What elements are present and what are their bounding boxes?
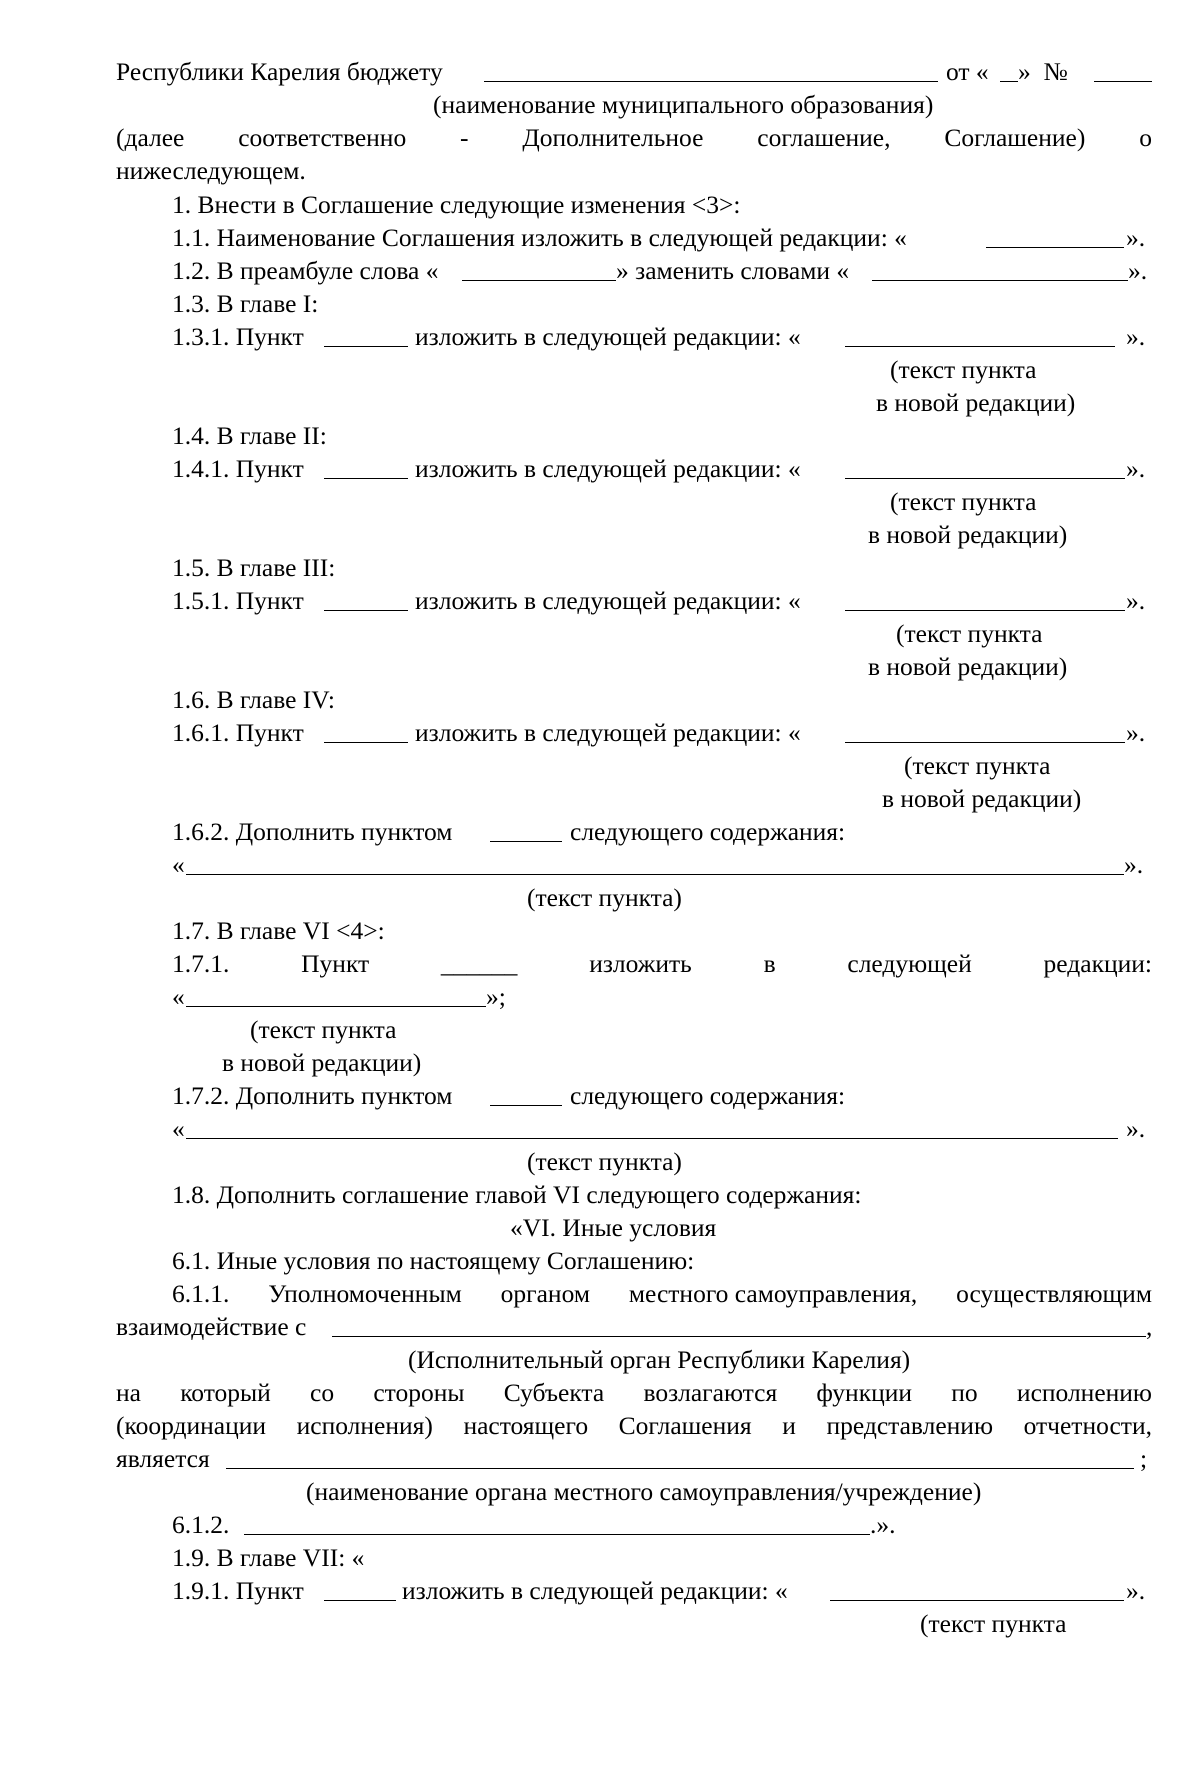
- item-1-3-1-text: 1.3.1. Пункт: [172, 322, 304, 351]
- item-1-9-1-text: 1.9.1. Пункт: [172, 1576, 304, 1605]
- text-line: [0, 1574, 1200, 1607]
- word: соответственно: [238, 123, 407, 152]
- caption-line: [0, 1343, 1200, 1376]
- item-text-blank: [186, 1112, 1118, 1139]
- replacement-blank: [872, 254, 1128, 281]
- word: редакции:: [1043, 949, 1152, 978]
- closing-quote: .».: [870, 1510, 896, 1539]
- caption-text: (текст пункта): [527, 883, 682, 912]
- interaction-text: взаимодействие с: [116, 1312, 307, 1341]
- word: на: [116, 1378, 141, 1407]
- caption-line: [0, 749, 1200, 782]
- opening-quote: «: [172, 850, 185, 879]
- number-label: » №: [1018, 57, 1068, 86]
- new-text-blank: [830, 1574, 1124, 1601]
- justified-words: [172, 947, 1152, 980]
- text-line: [0, 980, 1200, 1013]
- text-line: [0, 1541, 1200, 1574]
- word: 1.7.1.: [172, 949, 230, 978]
- new-text-blank: [845, 452, 1125, 479]
- caption-text: в новой редакции): [868, 520, 1068, 549]
- word: представлению: [826, 1411, 994, 1440]
- text-line: [0, 221, 1200, 254]
- closing-quote: ».: [1126, 454, 1146, 483]
- text-line: [0, 419, 1200, 452]
- caption-line: [0, 518, 1200, 551]
- word: исполнения): [296, 1411, 433, 1440]
- text-line: [0, 815, 1200, 848]
- opening-quote: «: [172, 1114, 185, 1143]
- word: Соглашения: [618, 1411, 752, 1440]
- word: по: [951, 1378, 978, 1407]
- item-1-5-text: 1.5. В главе III:: [172, 553, 336, 582]
- caption-text: в новой редакции): [868, 652, 1068, 681]
- paragraph-text: нижеследующем.: [116, 156, 306, 185]
- caption-line: [0, 485, 1200, 518]
- item-1-7-text: 1.7. В главе VI <4>:: [172, 916, 385, 945]
- word: о: [1139, 123, 1152, 152]
- item-number-blank: [324, 1574, 396, 1601]
- word: в: [763, 949, 776, 978]
- word: местного самоуправления,: [628, 1279, 918, 1308]
- text-line: [0, 154, 1200, 187]
- word: соглашение,: [757, 123, 891, 152]
- word: изложить: [589, 949, 692, 978]
- new-text-blank: [186, 980, 486, 1007]
- new-text-blank: [845, 716, 1125, 743]
- edit-text: изложить в следующей редакции: «: [415, 454, 801, 483]
- item-1-4-text: 1.4. В главе II:: [172, 421, 327, 450]
- item-6-1-text: 6.1. Иные условия по настоящему Соглашению:: [172, 1246, 695, 1275]
- text-line: [0, 716, 1200, 749]
- caption-line: [0, 617, 1200, 650]
- justified-line: [0, 1277, 1200, 1310]
- caption-text: (текст пункта: [250, 1015, 397, 1044]
- content-text: следующего содержания:: [570, 1081, 846, 1110]
- text-line: [0, 914, 1200, 947]
- justified-words: [172, 1277, 1152, 1310]
- executive-body-blank: [332, 1310, 1146, 1337]
- semicolon: ;: [1140, 1444, 1148, 1473]
- caption-text: в новой редакции): [876, 388, 1076, 417]
- closing-quote: ».: [1126, 1114, 1146, 1143]
- text-line: [0, 254, 1200, 287]
- justified-words: [116, 1409, 1152, 1442]
- word: Соглашение): [944, 123, 1086, 152]
- text-line: [0, 1079, 1200, 1112]
- date-blank: [1000, 55, 1018, 82]
- item-1-text: 1. Внести в Соглашение следующие изменения <3>:: [172, 190, 741, 219]
- item-number-blank: [490, 815, 562, 842]
- word: стороны: [373, 1378, 465, 1407]
- local-authority-blank: [226, 1442, 1134, 1469]
- item-1-5-1-text: 1.5.1. Пункт: [172, 586, 304, 615]
- caption-line: [0, 1607, 1200, 1640]
- caption-text: (текст пункта: [896, 619, 1043, 648]
- word: исполнению: [1016, 1378, 1152, 1407]
- caption-municipality: [0, 88, 1200, 121]
- edit-text: изложить в следующей редакции: «: [415, 586, 801, 615]
- text-line: [0, 1310, 1200, 1343]
- item-1-8-text: 1.8. Дополнить соглашение главой VI следующего содержания:: [172, 1180, 862, 1209]
- text-line: [0, 452, 1200, 485]
- recipient-label: Республики Карелия бюджету: [116, 57, 443, 86]
- caption-text: (текст пункта: [890, 355, 1037, 384]
- word: осуществляющим: [956, 1279, 1152, 1308]
- text-line: [0, 1508, 1200, 1541]
- item-6-1-2-text: 6.1.2.: [172, 1510, 230, 1539]
- closing-quote: ».: [1126, 1576, 1146, 1605]
- text-line: [0, 287, 1200, 320]
- justified-words: [116, 121, 1152, 154]
- caption-text: (текст пункта: [890, 487, 1037, 516]
- text-line: [0, 683, 1200, 716]
- closing-quote: ».: [1128, 256, 1148, 285]
- item-1-2-text: 1.2. В преамбуле слова «: [172, 256, 439, 285]
- header-line: [0, 55, 1200, 88]
- justified-words: [116, 1376, 1152, 1409]
- name-blank: [986, 221, 1124, 248]
- closing-quote: ».: [1126, 223, 1146, 252]
- edit-text: изложить в следующей редакции: «: [402, 1576, 788, 1605]
- item-text-blank: [186, 848, 1124, 875]
- caption-text: (Исполнительный орган Республики Карелия): [408, 1345, 911, 1374]
- word: органом: [500, 1279, 590, 1308]
- closing-quote: ».: [1126, 718, 1146, 747]
- caption-line: [0, 782, 1200, 815]
- word: который: [180, 1378, 271, 1407]
- edit-text: изложить в следующей редакции: «: [415, 718, 801, 747]
- text-line: [0, 848, 1200, 881]
- item-number-blank: [324, 584, 408, 611]
- caption-line: [0, 386, 1200, 419]
- item-1-6-1-text: 1.6.1. Пункт: [172, 718, 304, 747]
- caption-text: (текст пункта: [904, 751, 1051, 780]
- word: Пункт: [301, 949, 370, 978]
- replace-text: » заменить словами «: [616, 256, 850, 285]
- caption-line: [0, 881, 1200, 914]
- opening-quote: «: [172, 982, 185, 1011]
- text-line: [0, 551, 1200, 584]
- justified-line: [0, 1409, 1200, 1442]
- word: следующей: [847, 949, 972, 978]
- word: функции: [816, 1378, 913, 1407]
- word: 6.1.1.: [172, 1279, 230, 1308]
- municipality-blank: [484, 55, 938, 82]
- word: возлагаются: [643, 1378, 778, 1407]
- item-1-9-text: 1.9. В главе VII: «: [172, 1543, 365, 1572]
- caption-line: [0, 1475, 1200, 1508]
- new-text-blank: [845, 320, 1115, 347]
- word: (координации: [116, 1411, 267, 1440]
- text-line: [0, 1112, 1200, 1145]
- item-number-blank: [490, 1079, 562, 1106]
- item-1-3-text: 1.3. В главе I:: [172, 289, 319, 318]
- closing-quote: ».: [1124, 850, 1144, 879]
- caption-line: [0, 1046, 1200, 1079]
- caption-text: (текст пункта): [527, 1147, 682, 1176]
- justified-line: [0, 947, 1200, 980]
- edit-text: изложить в следующей редакции: «: [415, 322, 801, 351]
- word: со: [310, 1378, 335, 1407]
- caption-line: [0, 1013, 1200, 1046]
- item-1-1-text: 1.1. Наименование Соглашения изложить в следующей редакции: «: [172, 223, 907, 252]
- word: Уполномоченным: [268, 1279, 462, 1308]
- is-text: является: [116, 1444, 210, 1473]
- condition-blank: [244, 1508, 870, 1535]
- new-text-blank: [845, 584, 1125, 611]
- closing-quote: ».: [1126, 586, 1146, 615]
- caption-text: (наименование муниципального образования): [433, 90, 934, 119]
- caption-text: в новой редакции): [222, 1048, 422, 1077]
- item-1-4-1-text: 1.4.1. Пункт: [172, 454, 304, 483]
- caption-line: [0, 1145, 1200, 1178]
- caption-text: (текст пункта: [920, 1609, 1067, 1638]
- word: настоящего: [463, 1411, 589, 1440]
- number-blank: [1094, 55, 1152, 82]
- content-text: следующего содержания:: [570, 817, 846, 846]
- word: Дополнительное: [522, 123, 704, 152]
- text-line: [0, 320, 1200, 353]
- text-line: [0, 584, 1200, 617]
- item-1-6-text: 1.6. В главе IV:: [172, 685, 335, 714]
- item-1-7-2-text: 1.7.2. Дополнить пунктом: [172, 1081, 453, 1110]
- caption-line: [0, 650, 1200, 683]
- closing-quote: »;: [486, 982, 506, 1011]
- caption-text: (наименование органа местного самоуправления/учреждение): [306, 1477, 982, 1506]
- word: ______: [440, 949, 518, 978]
- word: Субъекта: [503, 1378, 605, 1407]
- section-heading: [0, 1211, 1200, 1244]
- text-line: [0, 1244, 1200, 1277]
- item-number-blank: [324, 320, 408, 347]
- justified-line: [0, 121, 1200, 154]
- text-line: [0, 188, 1200, 221]
- item-number-blank: [324, 716, 408, 743]
- comma: ,: [1146, 1312, 1153, 1341]
- closing-quote: ».: [1126, 322, 1146, 351]
- item-number-blank: [324, 452, 408, 479]
- justified-line: [0, 1376, 1200, 1409]
- word: -: [460, 123, 469, 152]
- words-blank: [462, 254, 616, 281]
- caption-text: в новой редакции): [882, 784, 1082, 813]
- word: (далее: [116, 123, 185, 152]
- text-line: [0, 1442, 1200, 1475]
- word: и: [782, 1411, 796, 1440]
- item-1-6-2-text: 1.6.2. Дополнить пунктом: [172, 817, 453, 846]
- word: отчетности,: [1023, 1411, 1152, 1440]
- text-line: [0, 1178, 1200, 1211]
- chapter-vi-title: «VI. Иные условия: [510, 1213, 717, 1242]
- date-label: от «: [946, 57, 989, 86]
- caption-line: [0, 353, 1200, 386]
